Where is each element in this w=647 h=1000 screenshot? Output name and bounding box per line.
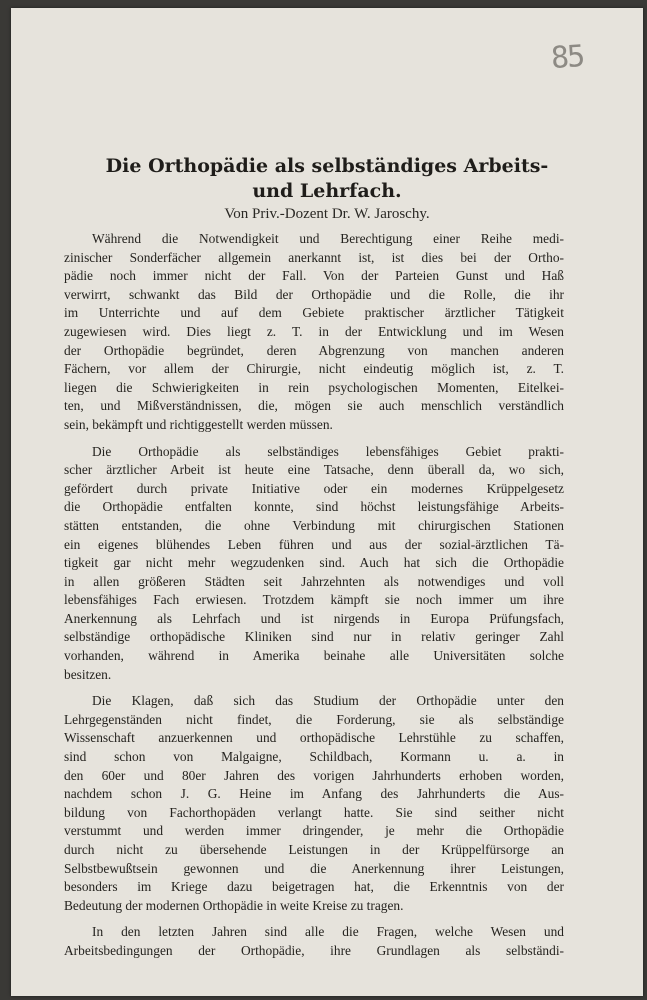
text-line: die Orthopädie entfalten konnte, sind höchst leistungsfähige Arbeits- — [64, 499, 564, 515]
text-line: den 60er und 80er Jahren des vorigen Jahrhunderts erhoben worden, — [64, 767, 564, 783]
text-line: In den letzten Jahren sind alle die Fragen, welche Wesen und — [92, 924, 564, 940]
text-line: der Orthopädie begründet, deren Abgrenzung von manchen anderen — [64, 342, 564, 358]
text-line: Lehrgegenständen nicht findet, die Forderung, sie als selbständige — [64, 711, 564, 727]
text-line: Die Orthopädie als selbständiges lebensfähiges Gebiet prakti- — [92, 443, 564, 459]
title-line-2: und Lehrfach. — [252, 180, 402, 202]
author-line: Von Priv.-Dozent Dr. W. Jaroschy. — [224, 206, 430, 222]
text-line: ten, und Mißverständnissen, die, mögen sie auch menschlich verständlich — [64, 398, 564, 414]
text-line: zinischer Sonderfächer allgemein anerkannt ist, ist dies bei der Ortho- — [64, 249, 564, 265]
text-line: nachdem schon J. G. Heine im Anfang des Jahrhunderts die Aus- — [64, 786, 564, 802]
text-line: Fächern, vor allem der Chirurgie, nicht eindeutig möglich ist, z. T. — [64, 361, 564, 377]
text-line: durch nicht zu übersehende Leistungen in der Krüppelfürsorge an — [64, 842, 564, 857]
text-line: besonders im Kriege dazu beigetragen hat, die Erkenntnis von der — [64, 879, 564, 895]
text-line: Wissenschaft anzuerkennen und orthopädische Lehrstühle zu schaffen, — [64, 730, 564, 746]
text-line: Die Klagen, daß sich das Studium der Orthopädie unter den — [92, 693, 564, 709]
text-line: sind schon von Malgaigne, Schildbach, Kormann u. a. in — [64, 749, 564, 765]
text-line: verwirrt, schwankt das Bild der Orthopädie und die Rolle, die ihr — [64, 286, 564, 302]
article-body — [64, 230, 564, 969]
paragraph — [64, 443, 564, 685]
text-line: verstummt und werden immer dringender, je mehr die Orthopädie — [64, 823, 564, 839]
document-page — [11, 8, 643, 996]
page-number: 85 — [549, 38, 585, 77]
text-line: Anerkennung als Lehrfach und ist nirgends in Europa Prüfungsfach, — [64, 610, 564, 626]
text-line: Arbeitsbedingungen der Orthopädie, ihre Grundlagen als selbständi- — [64, 942, 564, 958]
text-line: Bedeutung der modernen Orthopädie in weite Kreise zu tragen. — [64, 897, 404, 913]
text-line: tigkeit gar nicht mehr wegzudenken sind. Auch hat sich die Orthopädie — [64, 555, 564, 571]
text-line: sein, bekämpft und richtiggestellt werden müssen. — [64, 416, 333, 432]
text-line: pädie noch immer nicht der Fall. Von der Parteien Gunst und Haß — [64, 268, 564, 284]
text-line: selbständige orthopädische Kliniken sind nur in relativ geringer Zahl — [64, 629, 564, 645]
paragraph — [64, 692, 564, 915]
text-line: gefördert durch private Initiative oder ein modernes Krüppelgesetz — [64, 480, 564, 496]
text-line: im Unterrichte und auf dem Gebiete praktischer ärztlicher Tätigkeit — [64, 305, 564, 321]
text-line: Während die Notwendigkeit und Berechtigung einer Reihe medi- — [92, 231, 564, 246]
paragraph — [64, 923, 564, 960]
text-line: liegen die Schwierigkeiten in rein psychologischen Momenten, Eitelkei- — [64, 379, 564, 395]
paragraph — [64, 230, 564, 435]
text-line: stätten entstanden, die ohne Verbindung mit chirurgischen Stationen — [64, 517, 564, 533]
text-line: lebensfähiges Fach erwiesen. Trotzdem kämpft sie noch immer um ihre — [64, 592, 564, 608]
text-line: vorhanden, während in Amerika beinahe alle Universitäten solche — [64, 648, 564, 664]
text-line: ein eigenes blühendes Leben führen und aus der sozial-ärztlichen Tä- — [64, 536, 564, 552]
text-line: scher ärztlicher Arbeit ist heute eine Tatsache, denn überall da, wo sich, — [64, 462, 564, 478]
article-title — [51, 154, 603, 204]
text-line: bildung von Fachorthopäden verlangt hatte. Sie sind seither nicht — [64, 804, 564, 820]
text-line: besitzen. — [64, 666, 112, 682]
text-line: zugewiesen wird. Dies liegt z. T. in der Entwicklung und im Wesen — [64, 323, 564, 339]
title-line-1: Die Orthopädie als selbständiges Arbeits- — [105, 155, 549, 177]
text-line: in allen größeren Städten seit Jahrzehnten als notwendiges und voll — [64, 573, 564, 589]
text-line: Selbstbewußtsein gewonnen und die Anerkennung ihrer Leistungen, — [64, 860, 564, 876]
